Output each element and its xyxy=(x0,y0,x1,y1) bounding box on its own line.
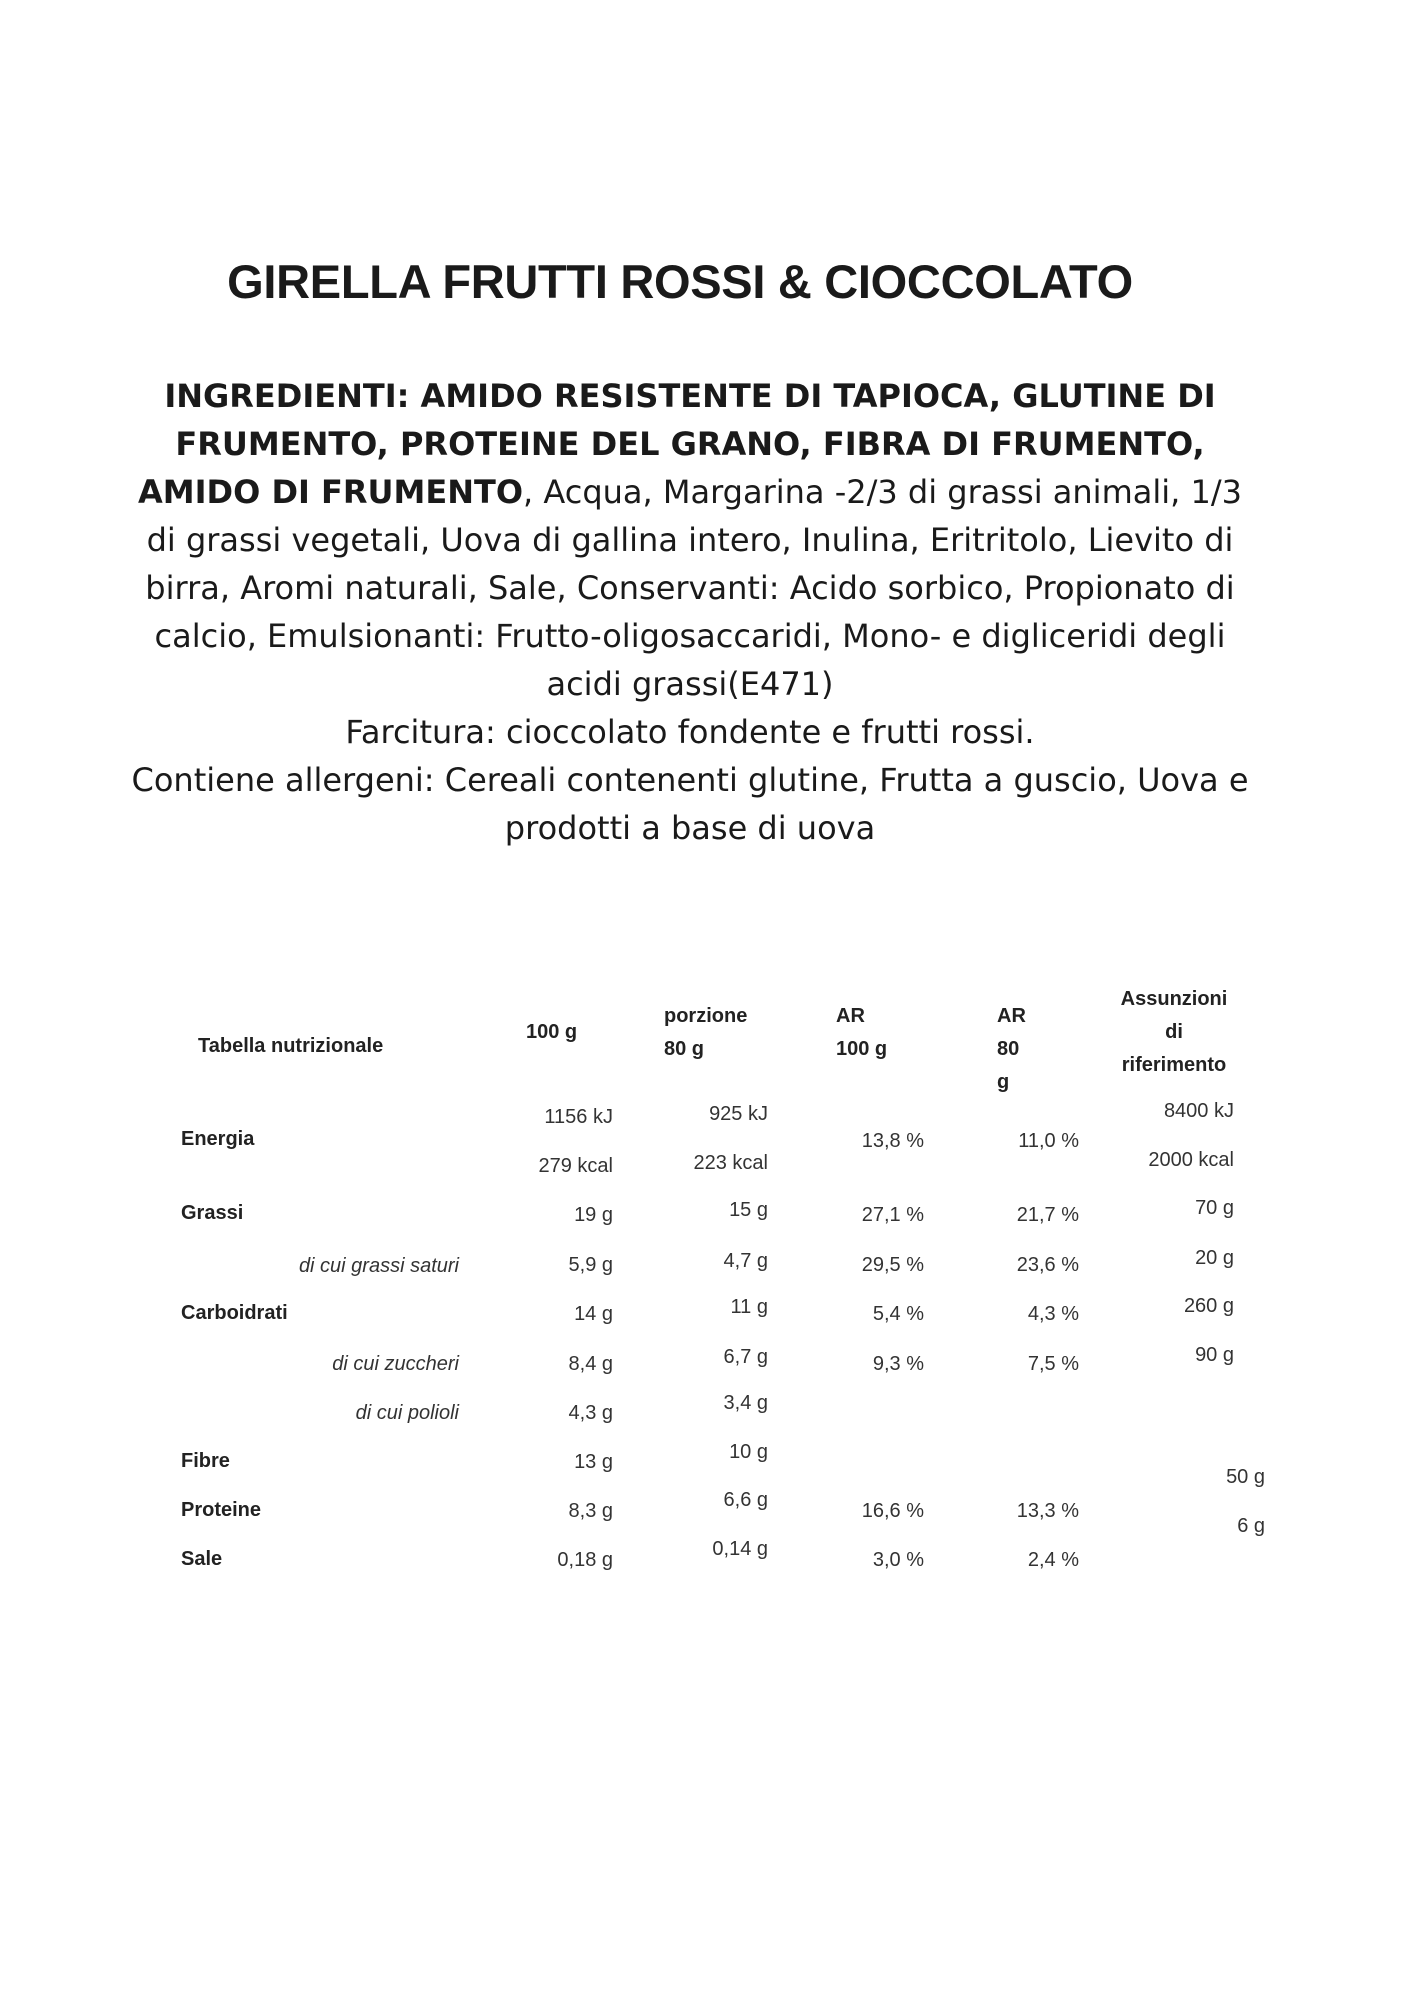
zuccheri-portion: 6,7 g xyxy=(723,1346,768,1368)
proteine-100g: 8,3 g xyxy=(568,1500,613,1522)
polioli-portion: 3,4 g xyxy=(723,1392,768,1414)
header-portion: porzione 80 g xyxy=(664,1005,748,1060)
header-100g: 100 g xyxy=(526,1021,578,1043)
zuccheri-100g: 8,4 g xyxy=(568,1353,613,1375)
ingredients-text xyxy=(138,377,1242,703)
header-ar-80g: AR 80 g xyxy=(997,1005,1026,1093)
row-label-carboidrati: Carboidrati xyxy=(181,1302,288,1324)
row-label-zuccheri: di cui zuccheri xyxy=(332,1353,459,1375)
energia-ar-100g: 13,8 % xyxy=(861,1130,924,1152)
carboidrati-ar-100g: 5,4 % xyxy=(872,1303,924,1325)
energia-portion-kcal: 223 kcal xyxy=(693,1152,768,1174)
energia-ref-kcal: 2000 kcal xyxy=(1148,1149,1234,1171)
header-reference-intake: Assunzioni di riferimento xyxy=(1120,988,1228,1076)
carboidrati-ar-80g: 4,3 % xyxy=(1027,1303,1079,1325)
energia-100g-kcal: 279 kcal xyxy=(538,1155,613,1177)
row-label-sale: Sale xyxy=(181,1548,223,1570)
ingredients-block xyxy=(120,372,1260,852)
zuccheri-ar-80g: 7,5 % xyxy=(1027,1353,1079,1375)
row-label-proteine: Proteine xyxy=(181,1499,262,1521)
sale-ar-100g: 3,0 % xyxy=(872,1549,924,1571)
carboidrati-portion: 11 g xyxy=(730,1296,768,1318)
energia-ref-kj: 8400 kJ xyxy=(1163,1100,1234,1122)
grassi-portion: 15 g xyxy=(729,1199,768,1221)
fibre-100g: 13 g xyxy=(574,1451,613,1473)
proteine-ref: 50 g xyxy=(1226,1466,1265,1488)
sale-ar-80g: 2,4 % xyxy=(1027,1549,1079,1571)
ingredients-regular: , Acqua, Margarina -2/3 di grassi animali, 1/3 di grassi vegetali, Uova di gallina intero, Inulina, Eritritolo, Lievito di birra, Aromi naturali, Sale, Conservanti: Acido sorbico, Propionato di calcio, Emulsionanti: Frutto-oligosaccaridi, Mono- e digliceridi degli acidi grassi(E471) xyxy=(145,473,1242,703)
row-label-grassi: Grassi xyxy=(181,1202,244,1224)
table-title: Tabella nutrizionale xyxy=(198,1035,384,1057)
filling-text: Farcitura: cioccolato fondente e frutti rossi. xyxy=(345,713,1035,751)
zuccheri-ar-100g: 9,3 % xyxy=(872,1353,924,1375)
saturi-ar-100g: 29,5 % xyxy=(861,1254,924,1276)
energia-100g-kj: 1156 kJ xyxy=(544,1106,613,1128)
sale-100g: 0,18 g xyxy=(557,1549,613,1571)
energia-ar-80g: 11,0 % xyxy=(1018,1130,1079,1152)
saturi-portion: 4,7 g xyxy=(723,1250,768,1272)
proteine-ar-100g: 16,6 % xyxy=(861,1500,924,1522)
proteine-portion: 6,6 g xyxy=(723,1489,768,1511)
fibre-portion: 10 g xyxy=(729,1441,768,1463)
row-label-polioli: di cui polioli xyxy=(355,1402,459,1424)
proteine-ar-80g: 13,3 % xyxy=(1016,1500,1079,1522)
allergens-text: Contiene allergeni: Cereali contenenti glutine, Frutta a guscio, Uova e prodotti a base di uova xyxy=(131,761,1249,847)
carboidrati-100g: 14 g xyxy=(574,1303,613,1325)
polioli-100g: 4,3 g xyxy=(568,1402,613,1424)
saturi-100g: 5,9 g xyxy=(568,1254,613,1276)
saturi-ref: 20 g xyxy=(1195,1247,1234,1269)
grassi-ref: 70 g xyxy=(1195,1197,1234,1219)
grassi-ar-80g: 21,7 % xyxy=(1016,1204,1079,1226)
sale-portion: 0,14 g xyxy=(712,1538,768,1560)
row-label-energia: Energia xyxy=(181,1128,255,1150)
row-label-grassi-saturi: di cui grassi saturi xyxy=(298,1255,459,1277)
row-label-fibre: Fibre xyxy=(181,1450,230,1472)
zuccheri-ref: 90 g xyxy=(1195,1344,1234,1366)
grassi-ar-100g: 27,1 % xyxy=(861,1204,924,1226)
carboidrati-ref: 260 g xyxy=(1183,1295,1234,1317)
saturi-ar-80g: 23,6 % xyxy=(1016,1254,1079,1276)
sale-ref: 6 g xyxy=(1237,1515,1265,1537)
grassi-100g: 19 g xyxy=(574,1204,613,1226)
energia-portion-kj: 925 kJ xyxy=(709,1103,768,1125)
header-ar-100g: AR 100 g xyxy=(836,1005,888,1060)
product-title: GIRELLA FRUTTI ROSSI & CIOCCOLATO xyxy=(227,255,1133,308)
ingredients-bold: INGREDIENTI: AMIDO RESISTENTE DI TAPIOCA, GLUTINE DI FRUMENTO, PROTEINE DEL GRANO, FIBRA DI FRUMENTO, AMIDO DI FRUMENTO xyxy=(138,377,1216,511)
